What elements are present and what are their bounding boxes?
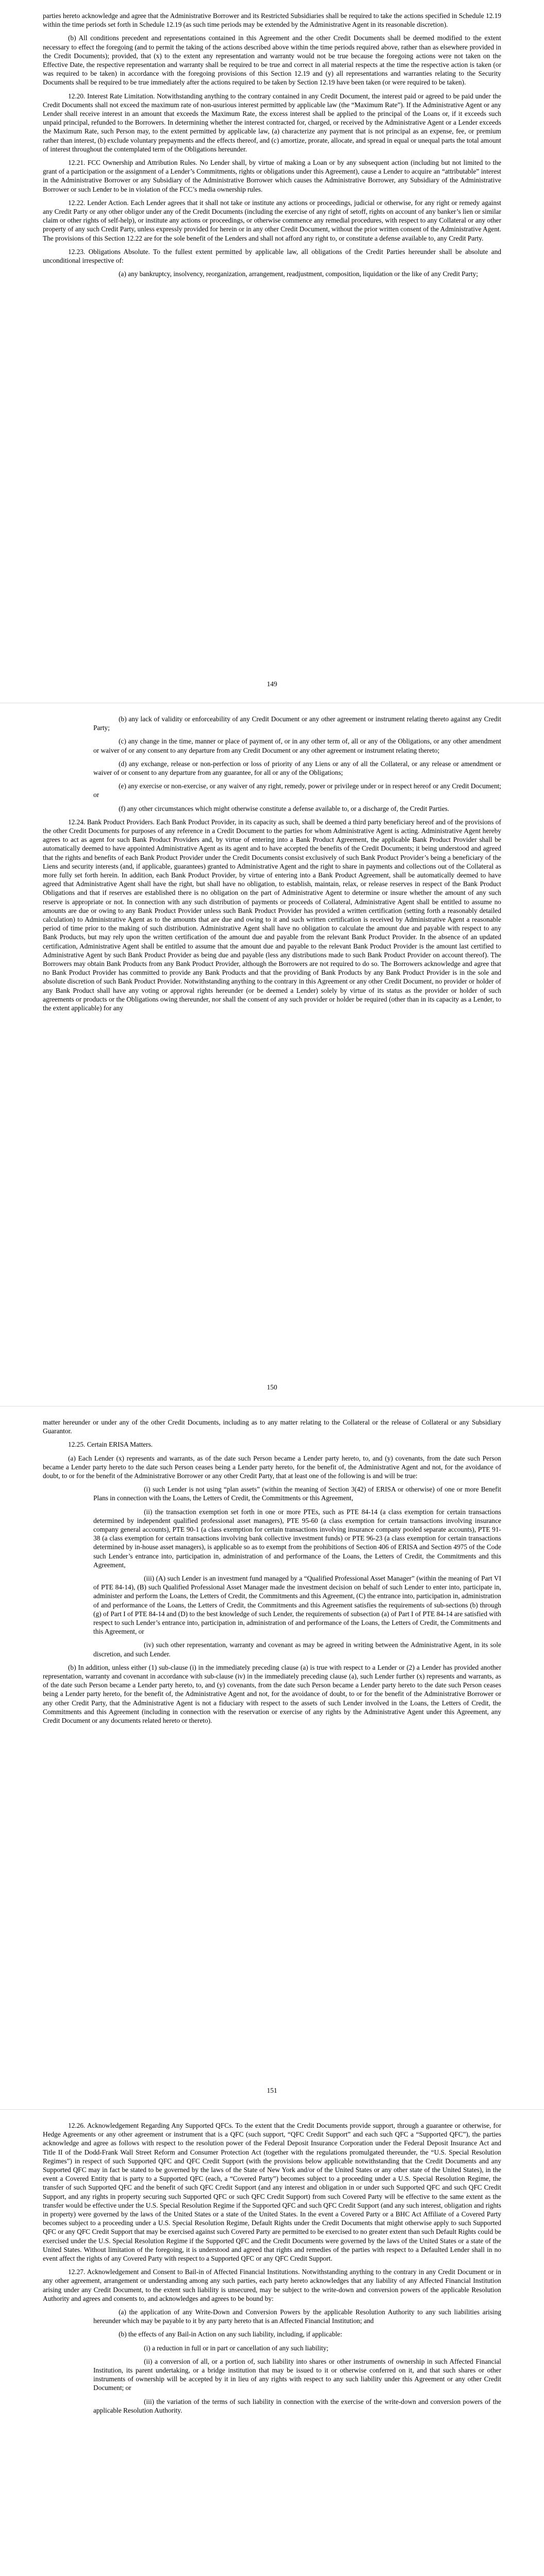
paragraph: 12.22. Lender Action. Each Lender agrees that it shall not take or institute any actions or proceedings, judicial or otherwise, for any right or remedy against any Credit Party or any other obligor under any of the Credit Documents (including the exercise of any right of setoff, rights on account of any banker’s lien or similar claim or other rights of self-help), or institute any actions or proceedings, or otherwise commence any remedial procedures, with respect to any Collateral or any other property of any such Credit Party, unless expressly provided for herein or in any other Credit Document, without the prior written consent of the Administrative Agent. The provisions of this Section 12.22 are for the sole benefit of the Lenders and shall not afford any right to, or constitute a defense available to, any Credit Party. <box>43 198 501 242</box>
paragraph: (b) any lack of validity or enforceability of any Credit Document or any other agreement or instrument relating thereto against any Credit Party; <box>93 715 501 732</box>
page-body <box>43 715 501 1012</box>
page-number: 149 <box>267 680 277 688</box>
paragraph: (a) the application of any Write-Down and Conversion Powers by the applicable Resolution Authority to any such liabilities arising hereunder which may be payable to it by any party hereto that is an Affected Financial Institution; and <box>93 2308 501 2325</box>
paragraph: (i) a reduction in full or in part or cancellation of any such liability; <box>144 2344 328 2352</box>
paragraph: 12.27. Acknowledgement and Consent to Bail-in of Affected Financial Institutions. Notwithstanding anything to the contrary in any Credit Document or in any other agreement, arrangement or understanding among any such parties, each party hereto acknowledges that any liability of any Affected Financial Institution arising under any Credit Document, to the extent such liability is unsecured, may be subject to the write-down and conversion powers of the applicable Resolution Authority and agrees and consents to, and acknowledges and agrees to be bound by: <box>43 2268 501 2302</box>
paragraph: (b) In addition, unless either (1) sub-clause (i) in the immediately preceding clause (a) is true with respect to a Lender or (2) a Lender has provided another representation, warranty and covenant in accordance with sub-clause (iv) in the immediately preceding clause (a), such Lender further (x) represents and warrants, as of the date such Person became a Lender party hereto, to, and (y) covenants, from the date such Person became a Lender party hereto to the date such Person ceases being a Lender party hereto, for the benefit of, the Administrative Agent and not, for the avoidance of doubt, to or for the benefit of the Administrative Borrower or any other Credit Party, that the Administrative Agent is not a fiduciary with respect to the assets of such Lender involved in the Loans, the Letters of Credit, the Commitments and this Agreement (including in connection with the reservation or exercise of any rights by the Administrative Agent under this Agreement, any Credit Document or any documents related hereto or thereto). <box>43 1663 501 1725</box>
paragraph: (i) such Lender is not using “plan assets” (within the meaning of Section 3(42) of ERISA or otherwise) of one or more Benefit Plans in connection with the Loans, the Letters of Credit, the Commitments or this Agreement, <box>93 1485 501 1502</box>
page-150 <box>0 703 544 1406</box>
page-number: 151 <box>267 2087 277 2094</box>
paragraph: (ii) the transaction exemption set forth in one or more PTEs, such as PTE 84-14 (a class exemption for certain transactions determined by independent qualified professional asset managers), PTE 95-60 (a class exemption for certain transactions involving insurance company general accounts), PTE 90-1 (a class exemption for certain transactions involving insurance company pooled separate accounts), PTE 91-38 (a class exemption for certain transactions involving bank collective investment funds) or PTE 96-23 (a class exemption for certain transactions determined by in-house asset managers), is applicable so as to exempt from the prohibitions of Section 406 of ERISA and Section 4975 of the Code such Lender’s entrance into, participation in, administration of and performance of the Loans, the Letters of Credit, the Commitments and this Agreement, <box>93 1507 501 1569</box>
paragraph: (iii) (A) such Lender is an investment fund managed by a “Qualified Professional Asset Manager” (within the meaning of Part VI of PTE 84-14), (B) such Qualified Professional Asset Manager made the investment decision on behalf of such Lender to enter into, participate in, administer and perform the Loans, the Letters of Credit, the Commitments and this Agreement, (C) the entrance into, participation in, administration of and performance of the Loans, the Letters of Credit, the Commitments and this Agreement satisfies the requirements of sub-sections (b) through (g) of Part I of PTE 84-14 and (D) to the best knowledge of such Lender, the requirements of subsection (a) of Part I of PTE 84-14 are satisfied with respect to such Lender’s entrance into, participation in, administration of and performance of the Loans, the Letters of Credit, the Commitments and this Agreement, or <box>93 1574 501 1636</box>
paragraph: (c) any change in the time, manner or place of payment of, or in any other term of, all or any of the Obligations, or any other amendment or waiver of or any consent to any departure from any Credit Document or any other agreement or instrument relating thereto; <box>93 737 501 754</box>
paragraph: 12.23. Obligations Absolute. To the fullest extent permitted by applicable law, all obligations of the Credit Parties hereunder shall be absolute and unconditional irrespective of: <box>43 247 501 265</box>
paragraph: 12.20. Interest Rate Limitation. Notwithstanding anything to the contrary contained in any Credit Document, the interest paid or agreed to be paid under the Credit Documents shall not exceed the maximum rate of non-usurious interest permitted by applicable law (the “Maximum Rate”). If the Administrative Agent or any Lender shall receive interest in an amount that exceeds the Maximum Rate, the excess interest shall be applied to the principal of the Loans or, if it exceeds such unpaid principal, refunded to the Borrowers. In determining whether the interest contracted for, charged, or received by the Administrative Agent or a Lender exceeds the Maximum Rate, such Person may, to the extent permitted by applicable law, (a) characterize any payment that is not principal as an expense, fee, or premium rather than interest, (b) exclude voluntary prepayments and the effects thereof, and (c) amortize, prorate, allocate, and spread in equal or unequal parts the total amount of interest throughout the contemplated term of the Obligations hereunder. <box>43 92 501 153</box>
page-body <box>43 2121 501 2415</box>
page-151 <box>0 1406 544 2110</box>
page-149 <box>0 0 544 703</box>
page-number: 150 <box>267 1383 277 1391</box>
paragraph: 12.21. FCC Ownership and Attribution Rules. No Lender shall, by virtue of making a Loan or by any subsequent action (including but not limited to the grant of a participation or the assignment of a Lender’s Commitments, rights or obligations under this Agreement), cause a Lender to acquire an “attributable” interest in the Administrative Borrower or any Subsidiary of the Administrative Borrower which causes the Administrative Borrower, any Subsidiary of the Administrative Borrower or such Lender to be in violation of the FCC’s media ownership rules. <box>43 159 501 193</box>
page-152 <box>0 2110 544 2576</box>
paragraph: matter hereunder or under any of the other Credit Documents, including as to any matter relating to the Collateral or the release of Collateral or any Subsidiary Guarantor. <box>43 1418 501 1435</box>
paragraph: 12.24. Bank Product Providers. Each Bank Product Provider, in its capacity as such, shall be deemed a third party beneficiary hereof and of the provisions of the other Credit Documents for purposes of any reference in a Credit Document to the parties for whom Administrative Agent is acting. Administrative Agent hereby agrees to act as agent for such Bank Product Providers and, by virtue of entering into a Bank Product Agreement, the applicable Bank Product Provider shall be automatically deemed to have appointed Administrative Agent as its agent and to have accepted the benefits of the Credit Documents; it being understood and agreed that the rights and benefits of each Bank Product Provider under the Credit Documents consist exclusively of such Bank Product Provider’s being a beneficiary of the Liens and security interests (and, if applicable, guarantees) granted to Administrative Agent and the right to share in payments and collections out of the Collateral as more fully set forth herein. In addition, each Bank Product Provider, by virtue of entering into a Bank Product Agreement, shall be automatically deemed to have agreed that Administrative Agent shall have the right, but shall have no obligation, to establish, maintain, relax, or release reserves in respect of the Bank Product Obligations and that if reserves are established there is no obligation on the part of Administrative Agent to determine or insure whether the amount of any such reserve is appropriate or not. In connection with any such distribution of payments or proceeds of Collateral, Administrative Agent shall be entitled to assume no amounts are due or owing to any Bank Product Provider unless such Bank Product Provider has provided a written certification (setting forth a reasonably detailed calculation) to Administrative Agent as to the amounts that are due and owing to it and such written certification is received by Administrative Agent a reasonable period of time prior to the making of such distribution. Administrative Agent shall have no obligation to calculate the amount due and payable with respect to any Bank Products, but may rely upon the written certification of the amount due and payable from the relevant Bank Product Provider. In the absence of an updated certification, Administrative Agent shall be entitled to assume that the amount due and payable to the relevant Bank Product Provider is the amount last certified to Administrative Agent by such Bank Product Provider as being due and payable (less any distributions made to such Bank Product Provider on account thereof). The Borrowers may obtain Bank Products from any Bank Product Provider, although the Borrowers are not required to do so. The Borrowers acknowledge and agree that no Bank Product Provider has committed to provide any Bank Products and that the providing of Bank Products by any Bank Product Provider is in the sole and absolute discretion of such Bank Product Provider. Notwithstanding anything to the contrary in this Agreement or any other Credit Document, no provider or holder of any Bank Product shall have any voting or approval rights hereunder (or be deemed a Lender) solely by virtue of its status as the provider or holder of such agreements or products or the Obligations owing thereunder, nor shall the consent of any such provider or holder be required (other than in its capacity as a Lender, to the extent applicable) for any <box>43 818 501 1012</box>
paragraph: (a) any bankruptcy, insolvency, reorganization, arrangement, readjustment, composition, liquidation or the like of any Credit Party; <box>119 270 479 278</box>
paragraph: (iii) the variation of the terms of such liability in connection with the exercise of the write-down and conversion powers of the applicable Resolution Authority. <box>93 2397 501 2414</box>
paragraph: 12.26. Acknowledgement Regarding Any Supported QFCs. To the extent that the Credit Documents provide support, through a guarantee or otherwise, for Hedge Agreements or any other agreement or instrument that is a QFC (such support, “QFC Credit Support” and each such QFC a “Supported QFC”), the parties acknowledge and agree as follows with respect to the resolution power of the Federal Deposit Insurance Corporation under the Federal Deposit Insurance Act and Title II of the Dodd-Frank Wall Street Reform and Consumer Protection Act (together with the regulations promulgated thereunder, the “U.S. Special Resolution Regimes”) in respect of such Supported QFC and QFC Credit Support (with the provisions below applicable notwithstanding that the Credit Documents and any Supported QFC may in fact be stated to be governed by the laws of the State of New York and/or of the United States or any other state of the United States), in the event a Covered Entity that is party to a Supported QFC (each, a “Covered Party”) becomes subject to a proceeding under a U.S. Special Resolution Regime, the transfer of such Supported QFC and the benefit of such QFC Credit Support (and any interest and obligation in or under such Supported QFC and such QFC Credit Support, and any rights in property securing such Supported QFC or such QFC Credit Support) from such Covered Party will be effective to the same extent as the transfer would be effective under the U.S. Special Resolution Regime if the Supported QFC and such QFC Credit Support (and any such interest, obligation and rights in property) were governed by the laws of the United States or a state of the United States. In the event a Covered Party or a BHC Act Affiliate of a Covered Party becomes subject to a proceeding under a U.S. Special Resolution Regime, Default Rights under the Credit Documents that might otherwise apply to such Supported QFC or any QFC Credit Support that may be exercised against such Covered Party are permitted to be exercised to no greater extent than such Default Rights could be exercised under the U.S. Special Resolution Regime if the Supported QFC and the Credit Documents were governed by the laws of the United States or a state of the United States. Without limitation of the foregoing, it is understood and agreed that rights and remedies of the parties with respect to a Defaulted Lender shall in no event affect the rights of any Covered Party with respect to a Supported QFC or any QFC Credit Support. <box>43 2122 501 2263</box>
paragraph: parties hereto acknowledge and agree that the Administrative Borrower and its Restricted Subsidiaries shall be required to take the actions specified in Schedule 12.19 within the time periods set forth in Schedule 12.19 (as such time periods may be extended by the Administrative Agent in its reasonable discretion). <box>43 12 501 29</box>
paragraph: (f) any other circumstances which might otherwise constitute a defense available to, or a discharge of, the Credit Parties. <box>119 804 450 812</box>
page-body <box>43 1418 501 1725</box>
paragraph: (d) any exchange, release or non-perfection or loss of priority of any Liens or any of all the Collateral, or any release or amendment or waiver of or consent to any departure from any guarantee, for all or any of the Obligations; <box>93 759 501 777</box>
paragraph: (a) Each Lender (x) represents and warrants, as of the date such Person became a Lender party hereto, to, and (y) covenants, from the date such Person became a Lender party hereto to the date such Person ceases being a Lender party hereto, for the benefit of, the Administrative Agent and not, for the avoidance of doubt, to or for the benefit of the Administrative Borrower or any other Credit Party, that at least one of the following is and will be true: <box>43 1454 501 1480</box>
section-heading: 12.25. Certain ERISA Matters. <box>68 1440 153 1449</box>
paragraph: (e) any exercise or non-exercise, or any waiver of any right, remedy, power or privilege under or in respect hereof or any Credit Document; or <box>93 782 501 799</box>
page-body <box>43 11 501 278</box>
paragraph: (iv) such other representation, warranty and covenant as may be agreed in writing between the Administrative Agent, in its sole discretion, and such Lender. <box>93 1641 501 1658</box>
paragraph: (b) All conditions precedent and representations contained in this Agreement and the other Credit Documents shall be deemed modified to the extent necessary to effect the foregoing (and to permit the taking of the actions described above within the time periods required above, rather than as elsewhere provided in the Credit Documents); provided, that (x) to the extent any representation and warranty would not be true because the foregoing actions were not taken on the Effective Date, the respective representation and warranty shall be required to be true and correct in all material respects at the time the respective action is taken (or was required to be taken) in accordance with the foregoing provisions of this Section 12.19 and (y) all representations and warranties relating to the Security Documents shall be required to be true immediately after the actions required to be taken by Section 12.19 have been taken (or were required to be taken). <box>43 34 501 87</box>
paragraph: (ii) a conversion of all, or a portion of, such liability into shares or other instruments of ownership in such Affected Financial Institution, its parent undertaking, or a bridge institution that may be issued to it or otherwise conferred on it, and that such shares or other instruments of ownership will be accepted by it in lieu of any rights with respect to any such liability under this Agreement or any other Credit Document; or <box>93 2357 501 2392</box>
paragraph: (b) the effects of any Bail-in Action on any such liability, including, if applicable: <box>119 2330 342 2338</box>
